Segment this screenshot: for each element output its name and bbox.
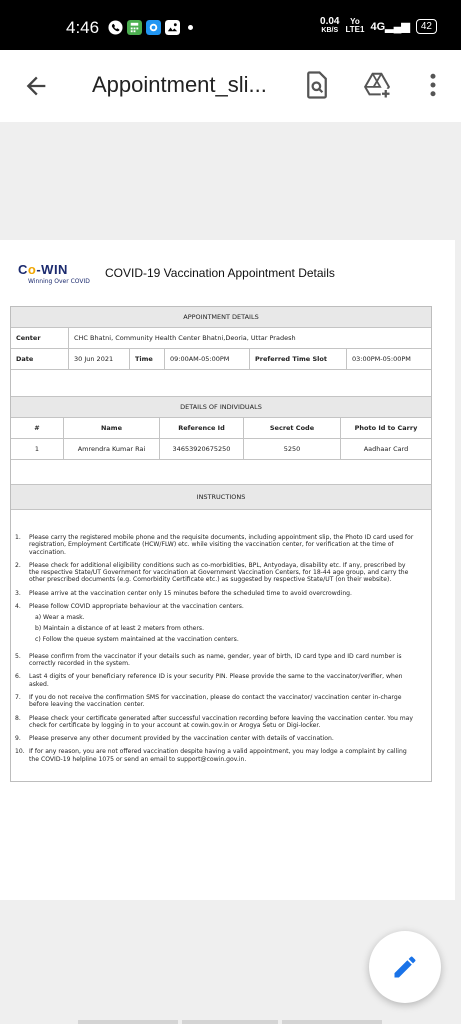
appointment-sheet	[10, 306, 432, 782]
camera-app-icon	[146, 20, 161, 35]
list-item: 5. Please confirm from the vaccinator if your details such as name, gender, year of birth, ID card type and ID card number is correctly recorded in the system.	[15, 652, 402, 668]
instructions-list	[11, 510, 431, 781]
date-row: Date 30 Jun 2021 Time 09:00AM-05:00PM Preferred Time Slot 03:00PM-05:00PM	[11, 349, 431, 370]
center-row: Center CHC Bhatni, Community Health Center Bhatni,Deoria, Uttar Pradesh	[11, 328, 431, 349]
notification-icons	[108, 20, 193, 35]
signal-icon: 4G▂▄▆	[370, 20, 410, 33]
sub-instructions: a) Wear a mask. b) Maintain a distance of at least 2 meters from others. c) Follow the queue system maintained at the vaccination centers.	[35, 614, 239, 643]
cowin-logo: Co-WIN Winning Over COVID	[18, 262, 90, 285]
instructions-header: INSTRUCTIONS	[11, 485, 431, 510]
back-arrow-icon[interactable]	[22, 72, 50, 100]
search-document-icon[interactable]	[302, 70, 332, 100]
edit-fab-button[interactable]	[369, 931, 441, 1003]
volte-indicator: Yo LTE1	[345, 17, 365, 34]
gesture-bar	[0, 1018, 461, 1024]
list-item: 3. Please arrive at the vaccination center only 15 minutes before the scheduled time to avoid overcrowding.	[15, 589, 352, 597]
list-item: 4. Please follow COVID appropriate behaviour at the vaccination centers. a) Wear a mask. b) Maintain a distance of at least 2 meters from others. c) Follow the queue system maintained at the vaccination centers.	[15, 603, 415, 647]
document-page[interactable]	[0, 240, 455, 900]
list-item: 7. If you do not receive the confirmation SMS for vaccination, please do contact the vaccinator/ vaccination center in-charge before leaving the vaccination center.	[15, 693, 402, 709]
page-gap	[0, 122, 461, 240]
battery-icon: 42	[416, 19, 437, 34]
list-item: 1. Please carry the registered mobile phone and the requisite documents, including appointment slip, the Photo ID card used for registration, Employment Certificate (HCW/FLW) etc. while visiting the vaccination center, for verification at the time of vaccination.	[15, 534, 414, 556]
status-bar	[0, 0, 461, 50]
phone-call-icon	[108, 20, 123, 35]
document-title: Appointment_sli...	[92, 72, 267, 97]
network-speed: 0.04 KB/S	[320, 16, 340, 34]
table-row: 1 Amrendra Kumar Rai 34653920675250 5250 Aadhaar Card	[11, 439, 431, 460]
appointment-details-header: APPOINTMENT DETAILS	[11, 307, 431, 328]
system-indicators	[320, 17, 437, 35]
individuals-header: DETAILS OF INDIVIDUALS	[11, 397, 431, 418]
list-item: 10. If for any reason, you are not offered vaccination despite having a valid appointment, you may lodge a complaint by calling the COVID-19 helpline 1075 or send an email to support@cowin.gov.in.	[15, 748, 407, 763]
individuals-columns: # Name Reference Id Secret Code Photo Id to Carry	[11, 418, 431, 439]
list-item: 9. Please preserve any other document provided by the vaccination center with details of vaccination.	[15, 735, 334, 743]
drive-add-icon[interactable]	[362, 70, 392, 100]
list-item: 2. Please check for additional eligibility conditions such as co-morbidities, BPL, Antyodaya, disability etc. If any, prescribed by the respective State/UT Government for vaccination at Government Vaccination Centers, for 18-44 age group, and carry the other prescribed documents (e.g. Comorbidity Certificate etc.) as suggested by respective State/UT (on their website).	[15, 561, 409, 584]
app-bar	[0, 50, 461, 123]
status-time: 4:46	[66, 18, 100, 37]
more-notifications-dot	[188, 25, 193, 30]
edit-pencil-icon	[391, 953, 419, 981]
list-item: 6. Last 4 digits of your beneficiary reference ID is your security PIN. Please provide the same to the vaccinator/verifier, when asked.	[15, 673, 403, 688]
document-heading: COVID-19 Vaccination Appointment Details	[105, 266, 335, 280]
calculator-app-icon	[127, 20, 142, 35]
more-vert-icon[interactable]	[418, 70, 448, 100]
list-item: 8. Please check your certificate generated after successful vaccination recording before leaving the vaccination center. You may check for certificate by logging in to your account at cowin.gov.in or Arogya Setu or Digi-locker.	[15, 714, 414, 729]
gallery-app-icon	[165, 20, 180, 35]
